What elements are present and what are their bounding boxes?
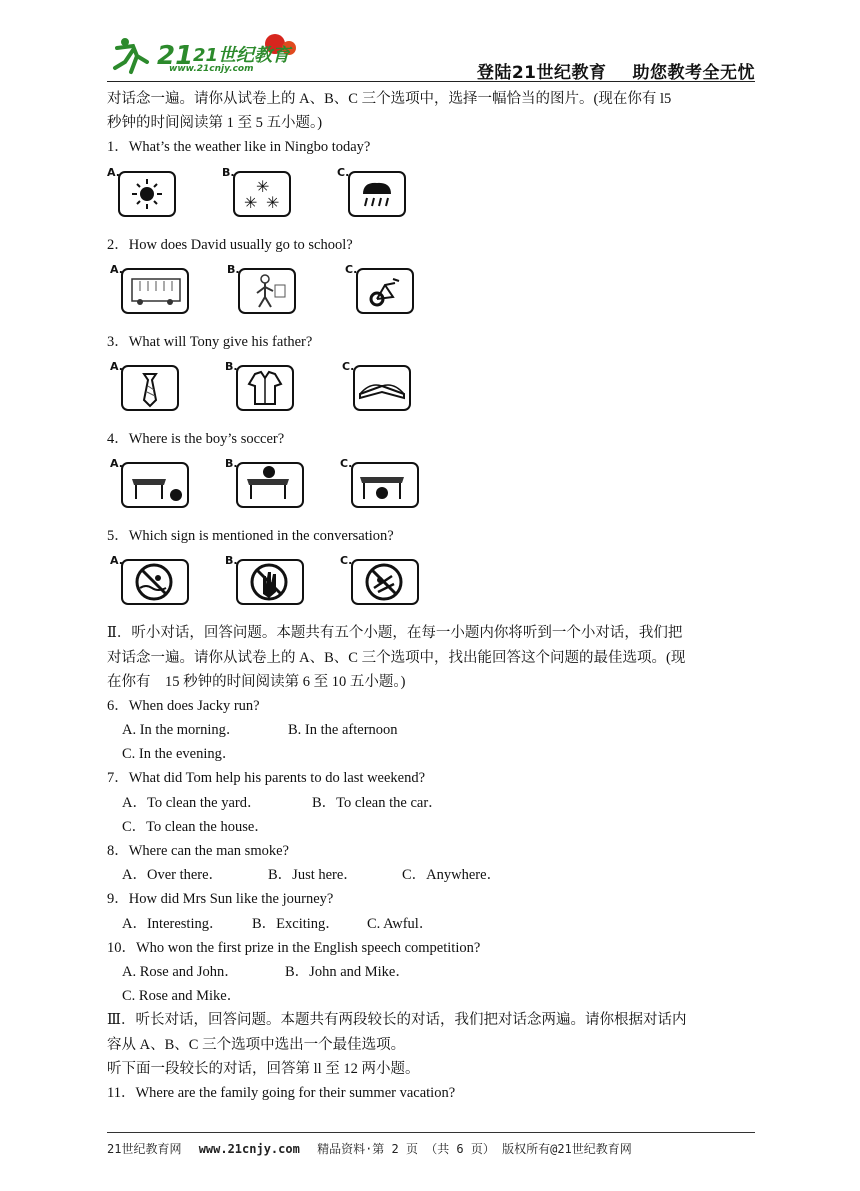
site-logo[interactable]	[107, 28, 307, 78]
option-c[interactable]: C．Anywhere．	[402, 867, 502, 884]
question-2-options	[107, 257, 767, 330]
question-11: 11．Where are the family going for their summer vacation?	[107, 1084, 456, 1101]
question-4-options	[107, 451, 767, 524]
option-a[interactable]	[107, 166, 187, 226]
svg-text:21: 21	[157, 41, 194, 71]
header-divider	[107, 81, 755, 82]
option-b[interactable]	[225, 360, 305, 420]
logo-url-text: www.21cnjy.com	[169, 64, 254, 74]
option-label: B.	[225, 457, 238, 471]
question-9-options	[107, 912, 767, 936]
intro-line-2: 秒钟的时间阅读第 1 至 5 五小题。)	[107, 115, 323, 132]
section-2-line-3: 在你有 15 秒钟的时间阅读第 6 至 10 五小题。)	[107, 673, 406, 690]
option-b[interactable]: B．To clean the car．	[312, 794, 443, 811]
question-6-options-row-1	[107, 718, 767, 742]
rain-cloud-icon	[345, 170, 407, 218]
question-9: 9．How did Mrs Sun like the journey?	[107, 891, 334, 908]
ball-beside-desk-icon	[118, 461, 190, 511]
question-4: 4．Where is the boy’s soccer?	[107, 430, 285, 447]
option-c[interactable]	[340, 457, 420, 517]
question-6: 6．When does Jacky run?	[107, 697, 260, 714]
option-a[interactable]	[110, 457, 190, 517]
option-a[interactable]: A. Rose and John．	[122, 963, 239, 980]
question-1: 1．What’s the weather like in Ningbo today?	[107, 139, 371, 156]
option-label: A.	[110, 554, 123, 568]
question-10-options-row-1	[107, 960, 767, 984]
section-3-line-2: 容从 A、B、C 三个选项中选出一个最佳选项。	[107, 1036, 406, 1053]
svg-text:✳: ✳	[266, 192, 280, 212]
option-b[interactable]	[227, 263, 307, 323]
option-c[interactable]	[342, 360, 422, 420]
snow-icon	[230, 170, 292, 218]
question-2: 2．How does David usually go to school?	[107, 236, 353, 253]
option-c[interactable]	[340, 554, 420, 614]
walking-person-icon	[235, 267, 297, 317]
option-c[interactable]: C. Awful．	[367, 915, 434, 932]
logo-text: 21世纪教育	[193, 45, 291, 66]
option-a[interactable]: A．Interesting．	[122, 915, 224, 932]
question-7: 7．What did Tom help his parents to do last weekend?	[107, 770, 426, 787]
question-3: 3．What will Tony give his father?	[107, 333, 313, 350]
header-slogan	[477, 58, 755, 83]
question-6-options-row-2	[107, 742, 767, 766]
option-a[interactable]: A．Over there．	[122, 867, 224, 884]
question-3-options	[107, 354, 767, 427]
tie-icon	[118, 364, 180, 414]
option-label: A.	[110, 457, 123, 471]
option-a[interactable]: A．To clean the yard．	[122, 794, 262, 811]
bus-icon	[118, 267, 190, 317]
option-label: B.	[222, 165, 235, 179]
option-label: A.	[110, 359, 123, 373]
slogan-left: 登陆21世纪教育	[476, 63, 607, 83]
option-a[interactable]	[110, 360, 190, 420]
section-2-line-1: Ⅱ．听小对话，回答问题。本题共有五个小题，在每一小题内你将听到一个小对话，我们把	[107, 625, 683, 642]
shirt-icon	[233, 364, 295, 414]
option-label: A.	[107, 165, 120, 179]
option-b[interactable]: B. In the afternoon	[288, 722, 398, 739]
option-label: A.	[110, 262, 123, 276]
question-7-options-row-1	[107, 791, 767, 815]
question-10-options-row-2	[107, 984, 767, 1008]
option-a[interactable]	[110, 554, 190, 614]
footer-site-name: 21世纪教育网	[107, 1142, 182, 1156]
option-b[interactable]: B．John and Mike．	[285, 963, 410, 980]
question-8: 8．Where can the man smoke?	[107, 843, 289, 859]
option-label: C.	[340, 457, 353, 471]
question-10: 10．Who won the first prize in the English speech competition?	[107, 939, 481, 956]
question-5: 5．Which sign is mentioned in the conversation?	[107, 528, 394, 545]
option-c[interactable]: C．To clean the house．	[122, 818, 269, 835]
option-c[interactable]	[345, 263, 425, 323]
no-fishing-icon	[348, 558, 420, 608]
option-label: B.	[225, 359, 238, 373]
option-label: B.	[227, 262, 240, 276]
ball-under-desk-icon	[348, 461, 420, 511]
option-a[interactable]: A. In the morning．	[122, 722, 241, 739]
no-touching-icon	[233, 558, 305, 608]
intro-line-1: 对话念一遍。请你从试卷上的 A、B、C 三个选项中，选择一幅恰当的图片。(现在你有 l5	[107, 91, 672, 107]
exam-content	[107, 87, 767, 1105]
question-7-options-row-2	[107, 815, 767, 839]
option-c[interactable]: C. Rose and Mike．	[122, 988, 242, 1005]
footer-site-url[interactable]: www.21cnjy.com	[198, 1142, 300, 1156]
option-label: C.	[342, 359, 355, 373]
section-2-line-2: 对话念一遍。请你从试卷上的 A、B、C 三个选项中，找出能回答这个问题的最佳选项。(现	[107, 649, 686, 666]
option-label: C.	[340, 554, 353, 568]
option-a[interactable]	[110, 263, 190, 323]
question-1-options	[107, 160, 767, 233]
book-icon	[350, 364, 412, 414]
page-header	[107, 28, 755, 83]
ball-on-desk-icon	[233, 461, 305, 511]
page-footer	[107, 1140, 632, 1157]
no-swimming-icon	[118, 558, 190, 608]
option-b[interactable]	[222, 166, 302, 226]
svg-text:✳: ✳	[256, 176, 270, 196]
sun-icon	[115, 170, 177, 218]
option-b[interactable]: B．Just here．	[268, 867, 358, 884]
footer-divider	[107, 1132, 755, 1133]
question-8-options	[107, 863, 767, 887]
option-c[interactable]	[337, 166, 417, 226]
section-3-line-1: Ⅲ．听长对话，回答问题。本题共有两段较长的对话，我们把对话念两遍。请你根据对话内	[107, 1012, 687, 1029]
section-3-line-3: 听下面一段较长的对话，回答第 ll 至 12 两小题。	[107, 1060, 420, 1077]
option-b[interactable]: B．Exciting．	[252, 915, 340, 932]
option-b[interactable]	[225, 554, 305, 614]
footer-page-info: 精品资料·第 2 页 （共 6 页） 版权所有@21世纪教育网	[317, 1142, 632, 1156]
option-label: B.	[225, 554, 238, 568]
option-b[interactable]	[225, 457, 305, 517]
question-5-options	[107, 548, 767, 621]
slogan-right: 助您教考全无忧	[632, 63, 755, 83]
option-label: C.	[337, 165, 350, 179]
bicycle-icon	[353, 267, 415, 317]
svg-text:✳: ✳	[244, 192, 258, 212]
option-label: C.	[345, 262, 358, 276]
option-c[interactable]: C. In the evening．	[122, 746, 237, 763]
